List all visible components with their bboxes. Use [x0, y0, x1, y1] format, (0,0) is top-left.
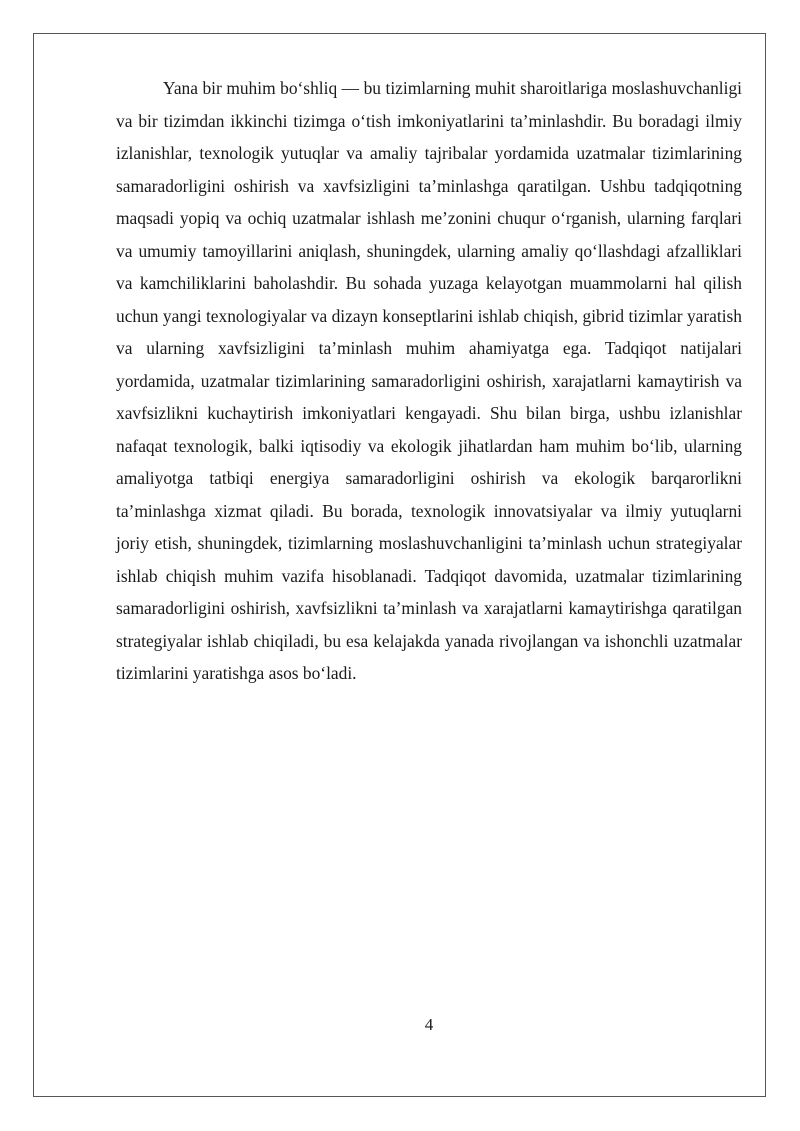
page-number: 4	[424, 1015, 434, 1034]
body-paragraph: Yana bir muhim bo‘shliq — bu tizimlarning muhit sharoitlariga moslashuvchanligi va bir tizimdan ikkinchi tizimga o‘tish imkoniyatlarini ta’minlashdir. Bu boradagi ilmiy izlanishlar, texnologik yutuqlar va amaliy tajribalar yordamida uzatmalar tizimlarining samaradorligini oshirish va xavfsizligini ta’minlashga qaratilgan. Ushbu tadqiqotning maqsadi yopiq va ochiq uzatmalar ishlash me’zonini chuqur o‘rganish, ularning farqlari va umumiy tamoyillarini aniqlash, shuningdek, ularning amaliy qo‘llashdagi afzalliklari va kamchiliklarini baholashdir. Bu sohada yuzaga kelayotgan muammolarni hal qilish uchun yangi texnologiyalar va dizayn konseptlarini ishlab chiqish, gibrid tizimlar yaratish va ularning xavfsizligini ta’minlash muhim ahamiyatga ega. Tadqiqot natijalari yordamida, uzatmalar tizimlarining samaradorligini oshirish, xarajatlarni kamaytirish va xavfsizlikni kuchaytirish imkoniyatlari kengayadi. Shu bilan birga, ushbu izlanishlar nafaqat texnologik, balki iqtisodiy va ekologik jihatlardan ham muhim bo‘lib, ularning amaliyotga tatbiqi energiya samaradorligini oshirish va ekologik barqarorlikni ta’minlashga xizmat qiladi. Bu borada, texnologik innovatsiyalar va ilmiy yutuqlarni joriy etish, shuningdek, tizimlarning moslashuvchanligini ta’minlash uchun strategiyalar ishlab chiqish muhim vazifa hisoblanadi. Tadqiqot davomida, uzatmalar tizimlarining samaradorligini oshirish, xavfsizlikni ta’minlash va xarajatlarni kamaytirishga qaratilgan strategiyalar ishlab chiqiladi, bu esa kelajakda yanada rivojlangan va ishonchli uzatmalar tizimlarini yaratishga asos bo‘ladi.	[116, 78, 742, 683]
